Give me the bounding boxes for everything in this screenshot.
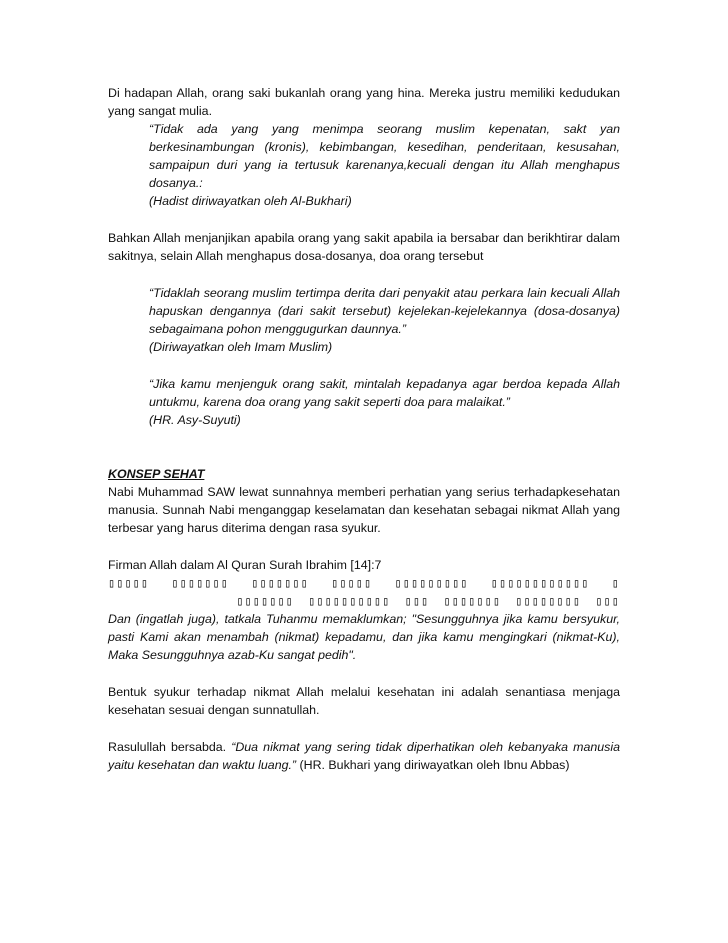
konsep-paragraph: Nabi Muhammad SAW lewat sunnahnya memberi perhatian yang serius terhadapkesehatan manusia. Sunnah Nabi menganggap keselamatan dan kesehatan sebagai nikmat Allah yang terbesar yang harus diterima dengan rasa syukur.: [108, 485, 620, 535]
hadith-bukhari-quote: “Tidak ada yang yang menimpa seorang muslim kepenatan, sakt yan berkesinambungan (kronis), kebimbangan, kesedihan, penderitaan, kesusahan, sampaipun duri yang ia tertusuk karenanya,kecuali dengan itu Allah menghapus dosanya.:: [149, 122, 620, 190]
hadith-suyuti-block: [108, 375, 620, 429]
rasulullah-source: (HR. Bukhari yang diriwayatkan oleh Ibnu Abbas): [296, 758, 570, 772]
hadith-muslim-block: [108, 284, 620, 356]
firman-intro: Firman Allah dalam Al Quran Surah Ibrahim [14]:7: [108, 558, 382, 572]
hadith-muslim-source: (Diriwayatkan oleh Imam Muslim): [149, 340, 333, 354]
hadith-suyuti-source: (HR. Asy-Suyuti): [149, 413, 241, 427]
syukur-paragraph: Bentuk syukur terhadap nikmat Allah melalui kesehatan ini adalah senantiasa menjaga kesehatan sesuai dengan sunnatullah.: [108, 685, 620, 717]
arabic-verse: ▯▯▯▯▯ ▯▯▯▯▯▯▯ ▯▯▯▯▯▯▯ ▯▯▯▯▯ ▯▯▯▯▯▯▯▯▯ ▯▯▯▯▯▯▯▯▯▯▯▯ ▯ ▯▯▯▯▯▯▯ ▯▯▯▯▯▯▯▯▯▯ ▯▯▯ ▯▯▯▯▯▯▯ ▯▯▯▯▯▯▯▯ ▯▯▯: [108, 576, 620, 608]
section-heading-konsep-sehat: KONSEP SEHAT: [108, 467, 205, 481]
hadith-suyuti-quote: “Jika kamu menjenguk orang sakit, mintalah kepadanya agar berdoa kepada Allah untukmu, karena doa orang yang sakit seperti doa para malaikat.”: [149, 377, 620, 409]
rasulullah-quote: “Dua nikmat yang sering tidak diperhatikan oleh kebanyaka manusia yaitu kesehatan dan waktu luang.”: [108, 740, 620, 772]
verse-translation: Dan (ingatlah juga), tatkala Tuhanmu memaklumkan; "Sesungguhnya jika kamu bersyukur, pasti Kami akan menambah (nikmat) kepadamu, dan jika kamu mengingkari (nikmat-Ku), Maka Sesungguhnya azab-Ku sangat pedih".: [108, 612, 620, 662]
hadith-bukhari-block: [108, 120, 620, 210]
intro-paragraph: Di hadapan Allah, orang saki bukanlah orang yang hina. Mereka justru memiliki kedudukan yang sangat mulia.: [108, 86, 620, 118]
hadith-bukhari-source: (Hadist diriwayatkan oleh Al-Bukhari): [149, 194, 352, 208]
hadith-muslim-quote: “Tidaklah seorang muslim tertimpa derita dari penyakit atau perkara lain kecuali Allah hapuskan dengannya (dari sakit tersebut) kejelekan-kejelekannya (dosa-dosanya) sebagaimana pohon menggugurkan daunnya.”: [149, 286, 620, 336]
rasulullah-lead: Rasulullah bersabda.: [108, 740, 232, 754]
rasulullah-paragraph: [108, 738, 620, 774]
document-page: [108, 84, 620, 774]
reward-paragraph: Bahkan Allah menjanjikan apabila orang yang sakit apabila ia bersabar dan berikhtirar dalam sakitnya, selain Allah menghapus dosa-dosanya, doa orang tersebut: [108, 231, 620, 263]
